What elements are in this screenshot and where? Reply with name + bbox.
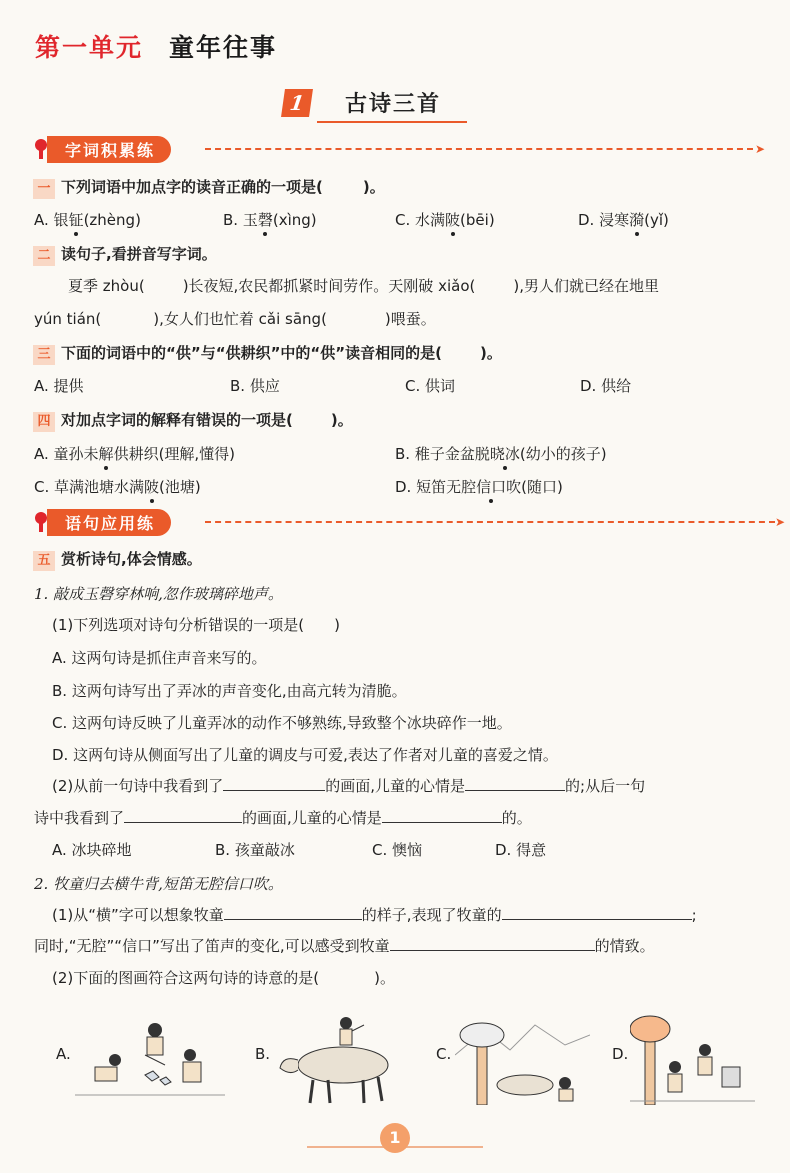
picture-b-boy-on-ox[interactable] [268, 1015, 408, 1105]
q1-option-a[interactable]: A. 银钲(zhèng) [34, 211, 141, 229]
unit-theme: 童年往事 [169, 33, 278, 62]
q1-option-c[interactable]: C. 水满陂(bēi) [395, 211, 495, 229]
picture-label-a: A. [56, 1045, 71, 1063]
p1-option-a[interactable]: A. 这两句诗是抓住声音来写的。 [52, 649, 267, 667]
dashed-divider [205, 521, 775, 523]
q4-option-a[interactable]: A. 童孙未解供耕织(理解,懂得) [34, 445, 236, 463]
p1-choice-b[interactable]: B. 孩童敲冰 [215, 841, 295, 859]
question-number: 三 [33, 345, 55, 365]
p2-sub1-line1: (1)从“横”字可以想象牧童 的样子,表现了牧童的 ; [52, 906, 697, 924]
q2-line-2: yún tián( ),女人们也忙着 cǎi sāng( )喂蚕。 [34, 310, 436, 328]
q3-option-d[interactable]: D. 供给 [580, 377, 632, 395]
lesson-number: 1 [281, 89, 313, 117]
picture-d-children-by-tree[interactable] [630, 1015, 755, 1105]
pushpin-icon [33, 137, 53, 161]
arrow-icon: ➤ [775, 515, 786, 529]
section-title: 语句应用练 [47, 509, 171, 536]
p1-choice-a[interactable]: A. 冰块碎地 [52, 841, 132, 859]
question-number: 五 [33, 551, 55, 571]
answer-blank[interactable] [124, 822, 242, 823]
q1-option-d[interactable]: D. 浸寒漪(yǐ) [578, 211, 669, 229]
lesson-title: 古诗三首 [345, 92, 442, 117]
answer-blank[interactable] [502, 919, 692, 920]
p1-option-c[interactable]: C. 这两句诗反映了儿童弄冰的动作不够熟练,导致整个冰块碎作一地。 [52, 714, 512, 732]
p1-sub2-line2: 诗中我看到了 的画面,儿童的心情是 的。 [34, 809, 532, 827]
p1-choice-d[interactable]: D. 得意 [495, 841, 547, 859]
page-number: 1 [380, 1123, 410, 1153]
poem-2: 2. 牧童归去横牛背,短笛无腔信口吹。 [34, 875, 283, 893]
q3-option-c[interactable]: C. 供词 [405, 377, 456, 395]
section-title: 字词积累练 [47, 136, 171, 163]
section-heading-application [33, 509, 786, 535]
p1-option-b[interactable]: B. 这两句诗写出了弄冰的声音变化,由高亢转为清脆。 [52, 682, 407, 700]
q2-line-1: 夏季 zhòu( )长夜短,农民都抓紧时间劳作。天刚破 xiǎo( ),男人们就已经在地里 [68, 277, 659, 295]
question-number: 一 [33, 179, 55, 199]
picture-label-c: C. [436, 1045, 452, 1063]
question-4: 四 对加点字词的解释有错误的一项是( )。 [33, 409, 353, 432]
unit-header [35, 28, 277, 64]
arrow-icon: ➤ [755, 142, 766, 156]
answer-blank[interactable] [382, 822, 502, 823]
q1-option-b[interactable]: B. 玉磬(xìng) [223, 211, 317, 229]
q4-option-d[interactable]: D. 短笛无腔信口吹(随口) [395, 478, 563, 496]
pushpin-icon [33, 510, 53, 534]
p1-sub1: (1)下列选项对诗句分析错误的一项是( ) [52, 616, 340, 634]
p2-sub2: (2)下面的图画符合这两句诗的诗意的是( )。 [52, 969, 395, 987]
q3-option-a[interactable]: A. 提供 [34, 377, 84, 395]
answer-blank[interactable] [465, 790, 565, 791]
answer-blank[interactable] [390, 950, 595, 951]
section-heading-vocab [33, 136, 766, 162]
poem-1: 1. 敲成玉磬穿林响,忽作玻璃碎地声。 [34, 585, 283, 603]
picture-label-b: B. [255, 1045, 271, 1063]
question-1: 一 下列词语中加点字的读音正确的一项是( )。 [33, 176, 385, 199]
picture-label-d: D. [612, 1045, 629, 1063]
dashed-divider [205, 148, 753, 150]
picture-a-children-breaking-ice[interactable] [75, 1015, 225, 1105]
question-3: 三 下面的词语中的“供”与“供耕织”中的“供”读音相同的是( )。 [33, 342, 502, 365]
lesson-underline [317, 121, 467, 123]
question-5: 五 赏析诗句,体会情感。 [33, 548, 202, 571]
p1-sub2-line1: (2)从前一句诗中我看到了 的画面,儿童的心情是 的;从后一句 [52, 777, 646, 795]
q3-option-b[interactable]: B. 供应 [230, 377, 280, 395]
q4-option-c[interactable]: C. 草满池塘水满陂(池塘) [34, 478, 201, 496]
question-number: 四 [33, 412, 55, 432]
unit-label: 第一单元 [35, 33, 144, 62]
question-2: 二 读句子,看拼音写字词。 [33, 243, 217, 266]
p2-sub1-line2: 同时,“无腔”“信口”写出了笛声的变化,可以感受到牧童 的情致。 [34, 937, 655, 955]
p1-option-d[interactable]: D. 这两句诗从侧面写出了儿童的调皮与可爱,表达了作者对儿童的喜爱之情。 [52, 746, 558, 764]
picture-c-ox-under-tree[interactable] [455, 1015, 590, 1105]
p1-choice-c[interactable]: C. 懊恼 [372, 841, 423, 859]
answer-blank[interactable] [223, 790, 325, 791]
answer-blank[interactable] [224, 919, 362, 920]
lesson-heading [283, 87, 473, 125]
q4-option-b[interactable]: B. 稚子金盆脱晓冰(幼小的孩子) [395, 445, 607, 463]
question-number: 二 [33, 246, 55, 266]
